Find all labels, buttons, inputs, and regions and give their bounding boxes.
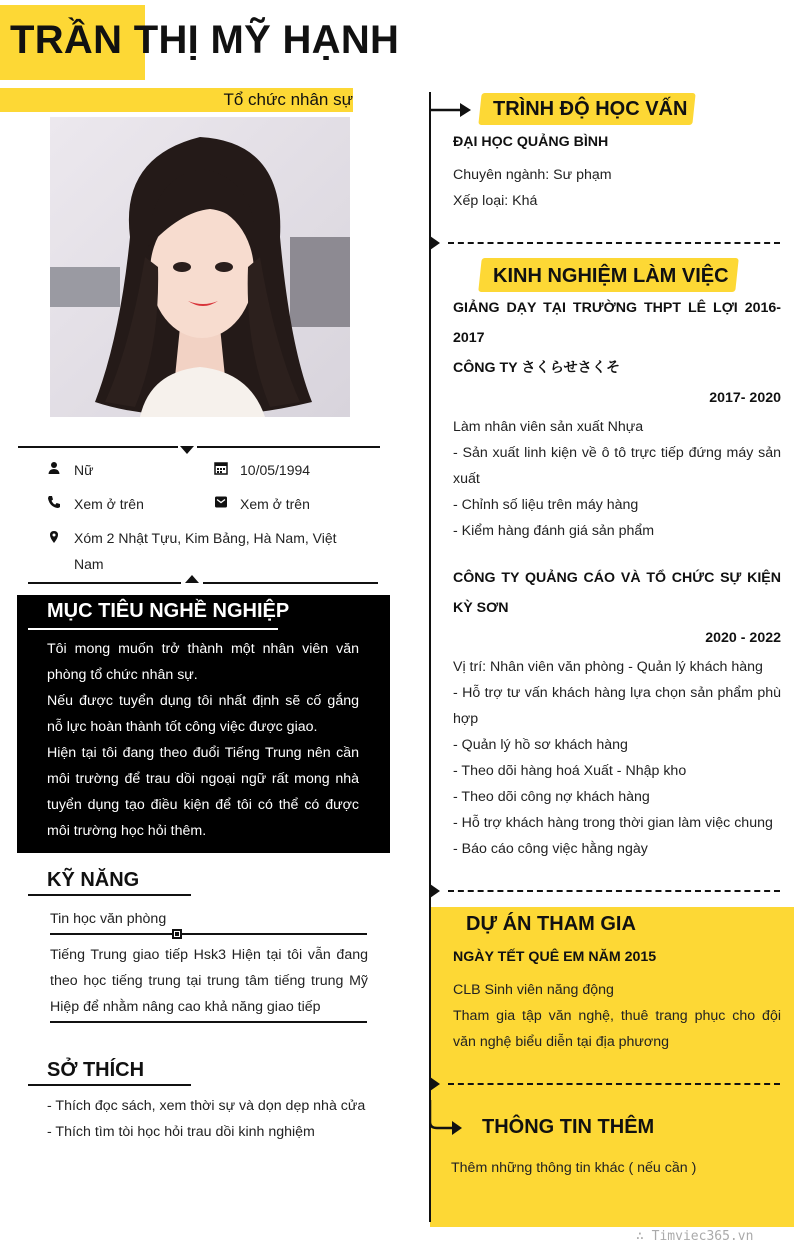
timeline-marker [430, 1077, 440, 1091]
skills-title: KỸ NĂNG [47, 869, 140, 891]
job-company: CÔNG TY QUẢNG CÁO VÀ TỔ CHỨC SỰ KIỆN KỲ SƠN [453, 570, 781, 616]
gender-value: Nữ [74, 462, 94, 478]
user-icon [47, 461, 61, 480]
info-divider-bottom-left [28, 582, 181, 584]
location-icon [47, 530, 61, 549]
experience-title: KINH NGHIỆM LÀM VIỆC [493, 265, 729, 287]
objective-line: Nếu được tuyển dụng tôi nhất định sẽ cố gắng nỗ lực hoàn thành tốt công việc được giao. [47, 693, 359, 735]
calendar-icon [214, 461, 228, 480]
job-duty: - Theo dõi hàng hoá Xuất - Nhập kho [453, 763, 687, 779]
hobby-item: - Thích đọc sách, xem thời sự và dọn dẹp nhà cửa [47, 1098, 366, 1114]
timeline-marker [430, 236, 440, 250]
more-info-text: Thêm những thông tin khác ( nếu cần ) [451, 1160, 697, 1176]
hobby-item: - Thích tìm tòi học hỏi trau dồi kinh nghiệm [47, 1124, 315, 1140]
phone-value: Xem ở trên [74, 496, 144, 512]
arrow-icon [430, 101, 472, 124]
projects-title: DỰ ÁN THAM GIA [466, 913, 636, 935]
hobbies-underline [28, 1084, 191, 1086]
education-school: ĐẠI HỌC QUẢNG BÌNH [453, 134, 609, 150]
info-divider-top-right [197, 446, 380, 448]
watermark: ∴ Timviec365.vn [636, 1229, 754, 1244]
section-divider [448, 242, 780, 244]
objective-underline [28, 628, 278, 630]
job-period: 2017- 2020 [709, 390, 781, 406]
job-period: 2016-2017 [453, 300, 781, 346]
objective-line: Hiện tại tôi đang theo đuổi Tiếng Trung nên cần môi trường để trau dồi ngoại ngữ rất mong nhà tuyển dụng tạo điều kiện để tôi có thể có được môi trường học hỏi thêm. [47, 745, 359, 839]
email-icon [214, 495, 228, 514]
project-description: Tham gia tập văn nghệ, thuê trang phục cho đội văn nghệ biểu diễn tại địa phương [453, 1008, 781, 1050]
skill-level-handle [172, 929, 182, 939]
job-duty: - Hỗ trợ tư vấn khách hàng lựa chọn sản phẩm phù hợp [453, 685, 781, 727]
arrow-icon [429, 1100, 465, 1143]
project-org: CLB Sinh viên năng động [453, 982, 614, 998]
candidate-position: Tổ chức nhân sự [223, 90, 353, 109]
job-company: GIẢNG DẠY TẠI TRƯỜNG THPT LÊ LỢI [453, 300, 738, 316]
skill-description: Tiếng Trung giao tiếp Hsk3 Hiện tại tôi vẫn đang theo học tiếng trung tại trung tâm tiếng trung Mỹ Hiệp để nhằm nâng cao khả năng giao tiếp [50, 947, 368, 1015]
job-duty: - Sản xuất linh kiện về ô tô trực tiếp đứng máy sản xuất [453, 445, 781, 487]
avatar [50, 117, 350, 417]
candidate-name: TRẦN THỊ MỸ HẠNH [10, 18, 400, 62]
education-title: TRÌNH ĐỘ HỌC VẤN [493, 98, 688, 120]
job-duty: - Hỗ trợ khách hàng trong thời gian làm việc chung [453, 815, 773, 831]
section-divider [448, 890, 780, 892]
job-period: 2020 - 2022 [705, 630, 781, 646]
timeline-marker [430, 884, 440, 898]
job-header [453, 293, 781, 353]
skill-bar [50, 931, 367, 937]
email-value: Xem ở trên [240, 496, 310, 512]
education-grade: Xếp loại: Khá [453, 193, 538, 209]
project-name: NGÀY TẾT QUÊ EM NĂM 2015 [453, 949, 657, 965]
skill-divider [50, 1021, 367, 1023]
skills-underline [28, 894, 191, 896]
objective-line: Tôi mong muốn trở thành một nhân viên văn phòng tổ chức nhân sự. [47, 641, 359, 683]
more-info-title: THÔNG TIN THÊM [482, 1116, 655, 1138]
job-duty: - Chỉnh số liệu trên máy hàng [453, 497, 639, 513]
divider-triangle [185, 575, 199, 583]
section-divider [448, 1083, 780, 1085]
timeline-line [429, 92, 431, 1222]
phone-icon [47, 495, 61, 514]
hobbies-title: SỞ THÍCH [47, 1059, 145, 1081]
job-duty: - Theo dõi công nợ khách hàng [453, 789, 650, 805]
job-duty: - Báo cáo công việc hằng ngày [453, 841, 648, 857]
objective-text [47, 636, 359, 844]
education-major: Chuyên ngành: Sư phạm [453, 167, 612, 183]
job-company: CÔNG TY さくらせさくそ [453, 360, 621, 376]
job-role: Vị trí: Nhân viên văn phòng - Quản lý khách hàng [453, 659, 763, 675]
info-divider-top-left [18, 446, 178, 448]
job-duty: - Kiểm hàng đánh giá sản phẩm [453, 523, 655, 539]
skill-name: Tin học văn phòng [50, 911, 167, 927]
job-role: Làm nhân viên sản xuất Nhựa [453, 419, 644, 435]
job-duty: - Quản lý hồ sơ khách hàng [453, 737, 628, 753]
address-value: Xóm 2 Nhật Tựu, Kim Bảng, Hà Nam, Việt Nam [74, 530, 337, 572]
divider-triangle [180, 446, 194, 454]
objective-title: MỤC TIÊU NGHỀ NGHIỆP [47, 600, 290, 622]
skill-bar-track [50, 933, 367, 935]
birthday-value: 10/05/1994 [240, 462, 311, 478]
info-divider-bottom-right [203, 582, 378, 584]
